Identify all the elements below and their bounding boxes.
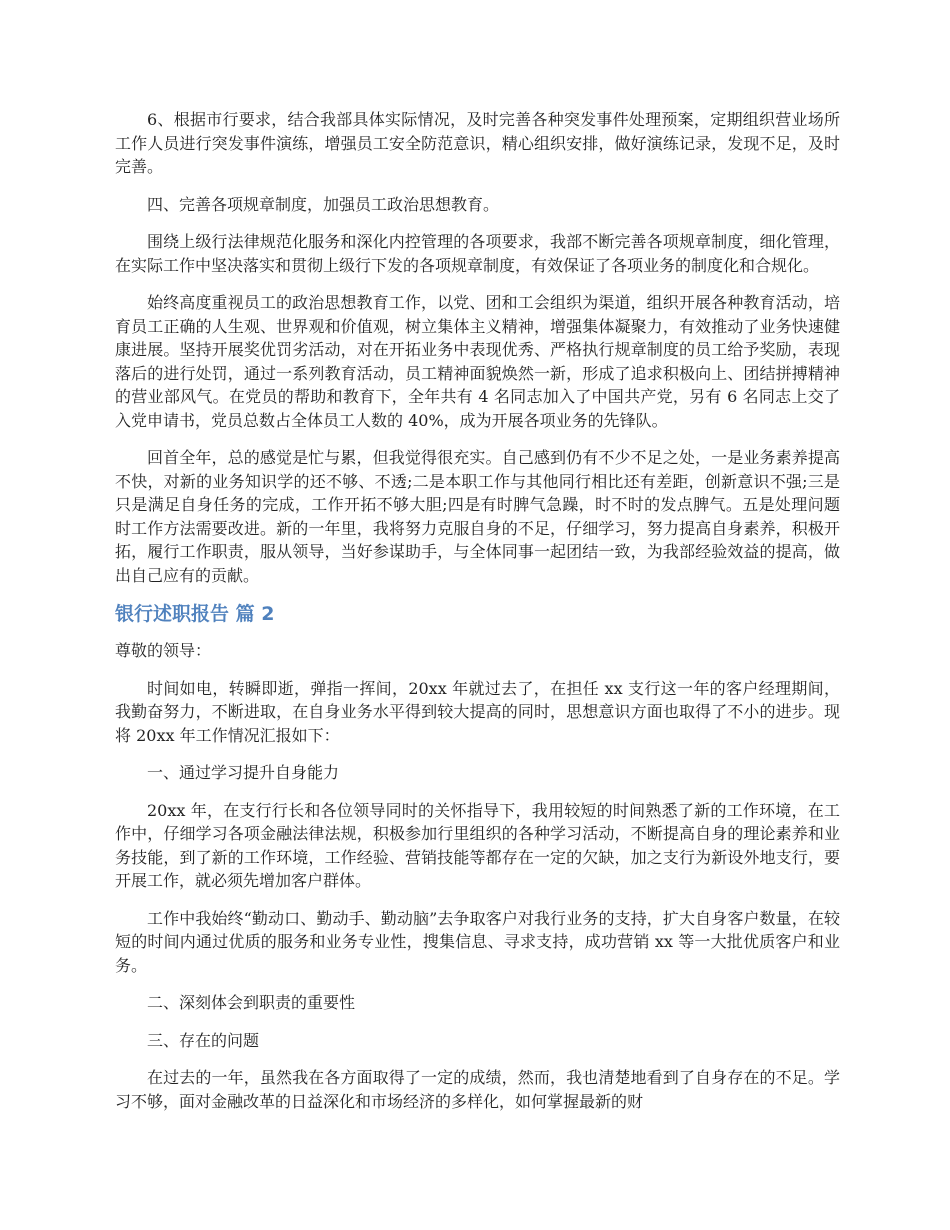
paragraph-problems: 在过去的一年，虽然我在各方面取得了一定的成绩，然而，我也清楚地看到了自身存在的不足。学习不够，面对金融改革的日益深化和市场经济的多样化，如何掌握最新的财 (115, 1068, 840, 1111)
paragraph-learning: 20xx 年，在支行行长和各位领导同时的关怀指导下，我用较短的时间熟悉了新的工作环境，在工作中，仔细学习各项金融法律法规，积极参加行里组织的各种学习活动，不断提高自身的理论素养和业务技能，到了新的工作环境，工作经验、营销技能等都存在一定的欠缺，加之支行为新设外地支行，要开展工作，就必须先增加客户群体。 (115, 800, 840, 890)
paragraph-regulations: 围绕上级行法律规范化服务和深化内控管理的各项要求，我部不断完善各项规章制度，细化管理，在实际工作中坚决落实和贯彻上级行下发的各项规章制度，有效保证了各项业务的制度化和合规化。 (115, 232, 840, 275)
paragraph-year-review: 回首全年，总的感觉是忙与累，但我觉得很充实。自己感到仍有不少不足之处，一是业务素养提高不快，对新的业务知识学的还不够、不透;二是本职工作与其他同行相比还有差距，创新意识不强;三是只是满足自身任务的完成，工作开拓不够大胆;四是有时脾气急躁，时不时的发点脾气。五是处理问题时工作方法需要改进。新的一年里，我将努力克服自身的不足，仔细学习，努力提高自身素养，积极开拓，履行工作职责，服从领导，当好参谋助手，与全体同事一起团结一致，为我部经验效益的提高，做出自己应有的贡献。 (115, 448, 840, 585)
salutation: 尊敬的领导： (115, 641, 212, 660)
paragraph-customer-work: 工作中我始终“勤动口、勤动手、勤动脑”去争取客户对我行业务的支持，扩大自身客户数量，在较短的时间内通过优质的服务和业务专业性，搜集信息、寻求支持，成功营销 xx 等一大批优质客户和业务。 (115, 908, 840, 975)
paragraph-section-four-title: 四、完善各项规章制度，加强员工政治思想教育。 (147, 194, 500, 214)
report-heading: 银行述职报告 篇 2 (115, 603, 275, 625)
paragraph-emergency-plan: 6、根据市行要求，结合我部具体实际情况，及时完善各种突发事件处理预案，定期组织营业场所工作人员进行突发事件演练，增强员工安全防范意识，精心组织安排，做好演练记录，发现不足，及时完善。 (115, 110, 840, 176)
paragraph-subtitle-learning: 一、通过学习提升自身能力 (147, 763, 340, 782)
paragraph-subtitle-responsibility: 二、深刻体会到职责的重要性 (147, 993, 356, 1012)
paragraph-intro: 时间如电，转瞬即逝，弹指一挥间，20xx 年就过去了，在担任 xx 支行这一年的客户经理期间，我勤奋努力，不断进取，在自身业务水平得到较大提高的同时，思想意识方面也取得了不小的进步。现将 20xx 年工作情况汇报如下： (115, 678, 840, 745)
paragraph-subtitle-problems: 三、存在的问题 (147, 1030, 260, 1050)
document-page (115, 108, 840, 1127)
paragraph-political-education: 始终高度重视员工的政治思想教育工作，以党、团和工会组织为渠道，组织开展各种教育活动，培育员工正确的人生观、世界观和价值观，树立集体主义精神，增强集体凝聚力，有效推动了业务快速健康进展。坚持开展奖优罚劣活动，对在开拓业务中表现优秀、严格执行规章制度的员工给予奖励，表现落后的进行处罚，通过一系列教育活动，员工精神面貌焕然一新，形成了追求积极向上、团结拼搏精神的营业部风气。在党员的帮助和教育下，全年共有 4 名同志加入了中国共产党，另有 6 名同志上交了入党申请书，党员总数占全体员工人数的 40%，成为开展各项业务的先锋队。 (115, 293, 840, 430)
